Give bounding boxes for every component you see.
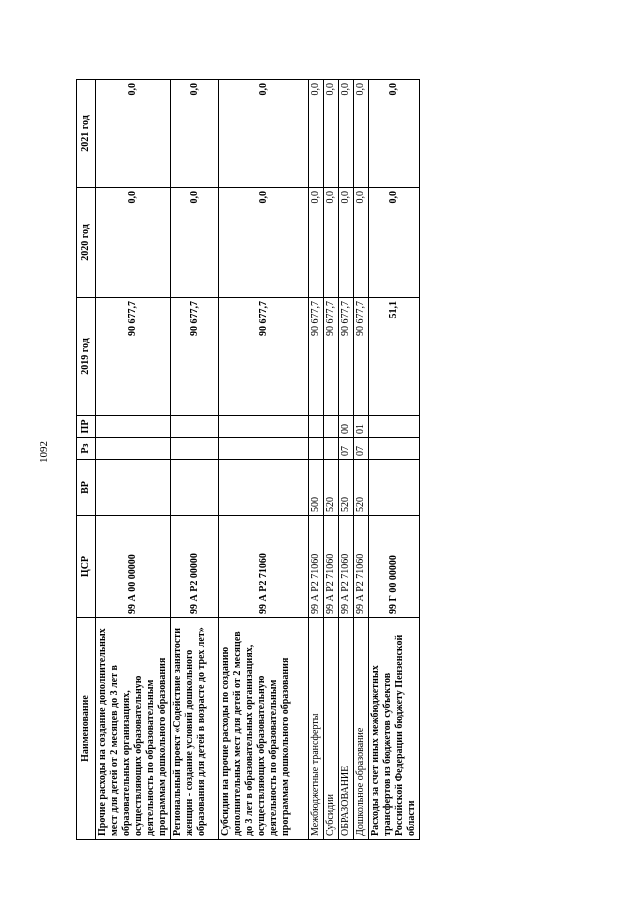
row-pr — [369, 416, 420, 438]
row-2019: 90 677,7 — [219, 298, 309, 416]
row-csr: 99 Г 00 00000 — [369, 516, 420, 618]
row-csr: 99 А 00 00000 — [96, 516, 171, 618]
row-vr — [171, 460, 219, 516]
row-2021: 0,0 — [219, 80, 309, 188]
row-vr: 520 — [324, 460, 339, 516]
row-2020: 0,0 — [219, 188, 309, 298]
row-name: Субсидии — [324, 618, 339, 840]
row-2020: 0,0 — [324, 188, 339, 298]
header-name: Наименование — [77, 618, 96, 840]
row-2020: 0,0 — [309, 188, 324, 298]
row-2021: 0,0 — [369, 80, 420, 188]
table-header-row — [77, 80, 96, 840]
row-rz — [219, 438, 309, 460]
row-2019: 90 677,7 — [339, 298, 354, 416]
header-csr: ЦСР — [77, 516, 96, 618]
row-rz — [171, 438, 219, 460]
table-row — [354, 80, 369, 840]
budget-table-container — [76, 80, 421, 840]
table-row — [324, 80, 339, 840]
row-pr — [96, 416, 171, 438]
header-vr: ВР — [77, 460, 96, 516]
table-row — [369, 80, 420, 840]
row-csr: 99 А Р2 00000 — [171, 516, 219, 618]
row-2020: 0,0 — [171, 188, 219, 298]
row-rz: 07 — [354, 438, 369, 460]
row-2020: 0,0 — [354, 188, 369, 298]
row-pr: 00 — [339, 416, 354, 438]
row-pr — [324, 416, 339, 438]
row-2019: 90 677,7 — [354, 298, 369, 416]
row-name: Расходы за счет иных межбюджетных трансфертов из бюджетов субъектов Российской Федерации бюджету Пензенской области — [369, 618, 420, 840]
row-2019: 90 677,7 — [309, 298, 324, 416]
header-2019: 2019 год — [77, 298, 96, 416]
row-2019: 90 677,7 — [96, 298, 171, 416]
table-row — [96, 80, 171, 840]
row-vr: 500 — [309, 460, 324, 516]
row-name: Дошкольное образование — [354, 618, 369, 840]
table-row — [309, 80, 324, 840]
row-2021: 0,0 — [354, 80, 369, 188]
row-pr — [309, 416, 324, 438]
row-csr: 99 А Р2 71060 — [309, 516, 324, 618]
header-rz: Рз — [77, 438, 96, 460]
table-row — [219, 80, 309, 840]
row-2020: 0,0 — [339, 188, 354, 298]
row-csr: 99 А Р2 71060 — [354, 516, 369, 618]
row-csr: 99 А Р2 71060 — [219, 516, 309, 618]
row-pr — [171, 416, 219, 438]
row-name: Субсидии на прочие расходы по созданию дополнительных мест для детей от 2 месяцев до 3 лет в образовательных организациях, осуществляющих образовательную деятельность по образовательным программам дошкольного образования — [219, 618, 309, 840]
row-name: Прочие расходы на создание дополнительных мест для детей от 2 месяцев до 3 лет в образовательных организациях, осуществляющих образовательную деятельность по образовательным программам дошкольного образования — [96, 618, 171, 840]
row-vr: 520 — [354, 460, 369, 516]
row-2021: 0,0 — [171, 80, 219, 188]
row-2019: 90 677,7 — [171, 298, 219, 416]
row-2020: 0,0 — [369, 188, 420, 298]
row-vr — [96, 460, 171, 516]
header-2020: 2020 год — [77, 188, 96, 298]
row-vr — [219, 460, 309, 516]
row-2019: 90 677,7 — [324, 298, 339, 416]
header-2021: 2021 год — [77, 80, 96, 188]
row-csr: 99 А Р2 71060 — [339, 516, 354, 618]
row-vr — [369, 460, 420, 516]
page-number: 1092 — [38, 441, 50, 463]
row-name: ОБРАЗОВАНИЕ — [339, 618, 354, 840]
row-pr: 01 — [354, 416, 369, 438]
table-row — [339, 80, 354, 840]
table-row — [171, 80, 219, 840]
row-2021: 0,0 — [339, 80, 354, 188]
row-rz: 07 — [339, 438, 354, 460]
row-rz — [369, 438, 420, 460]
row-rz — [309, 438, 324, 460]
header-pr: ПР — [77, 416, 96, 438]
row-2021: 0,0 — [324, 80, 339, 188]
row-2020: 0,0 — [96, 188, 171, 298]
row-rz — [324, 438, 339, 460]
row-name: Региональный проект «Содействие занятости женщин - создание условий дошкольного образования для детей в возрасте до трех лет» — [171, 618, 219, 840]
row-pr — [219, 416, 309, 438]
row-vr: 520 — [339, 460, 354, 516]
row-csr: 99 А Р2 71060 — [324, 516, 339, 618]
budget-table — [76, 79, 420, 840]
row-name: Межбюджетные трансферты — [309, 618, 324, 840]
row-2019: 51,1 — [369, 298, 420, 416]
row-2021: 0,0 — [96, 80, 171, 188]
row-rz — [96, 438, 171, 460]
row-2021: 0,0 — [309, 80, 324, 188]
